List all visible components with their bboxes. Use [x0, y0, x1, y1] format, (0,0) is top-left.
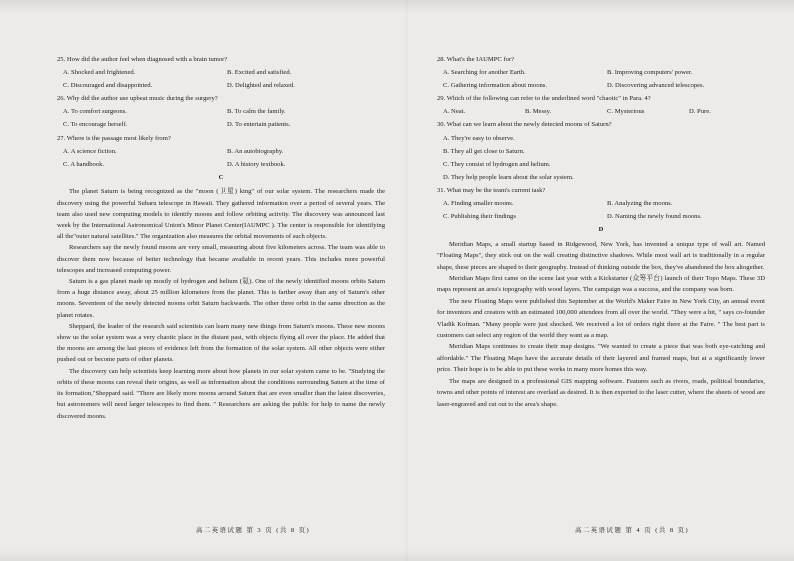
- question-26: [57, 96, 385, 129]
- question-27: [57, 136, 385, 169]
- page-fold: [406, 0, 408, 561]
- passage-c: [57, 175, 385, 422]
- option-a: A. Finding smaller moons.: [443, 200, 514, 208]
- page-footer: 高二英语试题 第 4 页 (共 8 页): [575, 527, 690, 534]
- option-c: C. Mysterious: [607, 108, 645, 116]
- question-stem: 27. Where is the passage most likely from?: [57, 134, 171, 142]
- question-stem: 31. What may be the team's current task?: [437, 186, 546, 194]
- option-b: B. To calm the family.: [227, 108, 286, 116]
- paragraph: Researchers say the newly found moons are very small, measuring about five kilometers across. The team was able to discover them now because of better technology that became available in recent years. This includes more powerful telescopes and increased computing power.: [57, 244, 385, 274]
- question-30: [437, 122, 765, 181]
- question-28: [437, 57, 765, 90]
- question-stem: 28. What's the IAUMPC for?: [437, 56, 515, 63]
- option-d: D. To entertain patients.: [227, 121, 291, 129]
- section-heading: C: [218, 173, 224, 181]
- option-c: C. A handbook.: [63, 160, 105, 168]
- option-a: A. They're easy to observe.: [443, 134, 515, 142]
- scan-shadow-top: [0, 0, 794, 14]
- paragraph: Sheppard, the leader of the research said scientists can learn many new things from Saturn's moons. These new moons show us the solar system was a very chaotic place in the distant past, with objects flying all over the place. He added that the moons are among the last pieces of evidence left from the formation of the solar system. All other objects were either pushed out or become parts of other planets.: [57, 322, 385, 364]
- option-a: A. A science fiction.: [63, 147, 117, 155]
- question-25: [57, 57, 385, 90]
- option-list: [443, 109, 765, 116]
- option-c: C. They consist of hydrogen and helium.: [443, 160, 551, 168]
- question-stem: 30. What can we learn about the newly detected moons of Saturn?: [437, 121, 612, 129]
- option-list: [63, 149, 385, 169]
- option-d: D. Delighted and relaxed.: [227, 82, 295, 90]
- section-heading: D: [598, 226, 604, 234]
- option-a: A. To comfort surgeons.: [63, 108, 127, 116]
- option-b: B. Excited and satisfied.: [227, 69, 292, 77]
- option-b: B. Analyzing the moons.: [607, 200, 673, 208]
- question-stem: 29. Which of the following can refer to the underlined word "chaotic" in Para. 4?: [437, 95, 651, 103]
- option-list: [443, 136, 765, 182]
- option-c: C. Discouraged and disappointed.: [63, 82, 153, 90]
- right-page: [437, 57, 765, 410]
- passage-d: [437, 227, 765, 410]
- scan-shadow-bottom: [0, 549, 794, 561]
- question-31: [437, 188, 765, 221]
- paragraph: The maps are designed in a professional GIS mapping software. Features such as rivers, roads, political boundaries, towns and other points of interest are overlaid as desired. It is then exported to the laser cutter, where the sheets of wood are laser-engraved and cut out to the area's shape.: [437, 377, 765, 408]
- paragraph: Meridian Maps, a small startup based in Ridgewood, New York, has invented a unique type of wall art. Named "Floating Maps", they stick out on the wall creating distinctive shadows. While most wall art is traditionally in a regular shape, these pieces are shaped to their geography. Instead of thinking outside the box, they've abandoned the box altogether.: [437, 240, 765, 271]
- option-b: B. An autobiography.: [227, 147, 284, 155]
- option-a: A. Searching for another Earth.: [443, 69, 526, 77]
- option-b: B. They all get close to Saturn.: [443, 147, 525, 155]
- option-d: D. Discovering advanced telescopes.: [607, 82, 705, 90]
- option-a: A. Shocked and frightened.: [63, 69, 136, 77]
- question-29: [437, 96, 765, 116]
- option-b: B. Messy.: [525, 108, 552, 116]
- paragraph: The new Floating Maps were published this September at the World's Maker Faire in New York City, an annual event for inventors and creators with an estimated 100,000 attendees from all over the world. "They were a hit, " says co-founder Vladik Kofman. "Many people were just shocked. We received a lot of orders right there at the Faire. " The best part is customers can select any region of the world they want as a map.: [437, 297, 765, 340]
- option-c: C. Gathering information about moons.: [443, 82, 548, 90]
- paragraph: Meridian Maps first came on the scene last year with a Kickstarter (众筹平台) launch of their Topo Maps. These 3D maps represent an area's topography with wood layers. The campaign was a success, and the company was born.: [437, 275, 765, 294]
- option-c: C. To encourage herself.: [63, 121, 128, 129]
- paragraph: The planet Saturn is being recognized as the "moon (卫星) king" of our solar system. The researchers made the discovery using the powerful Subaru telescope in Hawaii. They gathered information over a period of several years. The team also used new computing models to identify moons and follow orbiting activity. The discovery was announced last week by the International Astronomical Union's Minor Planet Center(IAUMPC ). The center is responsible for identifying all the"outer natural satellites." The organization also measures the orbital movements of such objects.: [57, 188, 385, 241]
- paragraph: Saturn is a gas planet made up mostly of hydrogen and helium (氦). One of the newly identified moons orbits Saturn from a huge distance away, about 25 million kilometers from the planet. This is farther away than any of Saturn's other moons. Seventeen of the newly detected moons orbit Saturn backwards. The other three orbit in the same direction as the planet rotates.: [57, 278, 385, 319]
- page-footer: 高二英语试题 第 3 页 (共 8 页): [196, 527, 311, 534]
- option-d: D. They help people learn about the solar system.: [443, 173, 574, 181]
- paragraph: Meridian Maps continues to create their map designs. "We wanted to create a piece that was both eye-catching and affordable." The Floating Maps have the accurate details of their layered and framed maps, but at a significantly lower price. Their hope is to be able to put these works in many more homes this way.: [437, 343, 765, 374]
- question-stem: 26. Why did the author use upbeat music during the surgery?: [57, 95, 218, 103]
- option-c: C. Publishing their findings: [443, 213, 516, 221]
- option-a: A. Neat.: [443, 108, 466, 116]
- option-d: D. Pure.: [689, 108, 711, 116]
- option-d: D. A history textbook.: [227, 160, 286, 168]
- option-d: D. Naming the newly found moons.: [607, 213, 702, 221]
- option-list: [63, 109, 385, 129]
- option-list: [443, 201, 765, 221]
- paragraph: The discovery can help scientists keep learning more about how planets in our solar system came to be. "Studying the orbits of these moons can reveal their origins, as well as information about the conditions surrounding Saturn at the time of its formation,"Sheppard said. "There are likely more moons around Saturn that are even smaller than the latest discoveries, but astronomers will need larger telescopes to find them. " Researchers are asking the public for help to name the newly discovered moons.: [57, 367, 385, 420]
- option-b: B. Improving computers' power.: [607, 69, 693, 77]
- question-stem: 25. How did the author feel when diagnosed with a brain tumor?: [57, 56, 228, 63]
- option-list: [443, 70, 765, 90]
- left-page: [57, 57, 385, 422]
- option-list: [63, 70, 385, 90]
